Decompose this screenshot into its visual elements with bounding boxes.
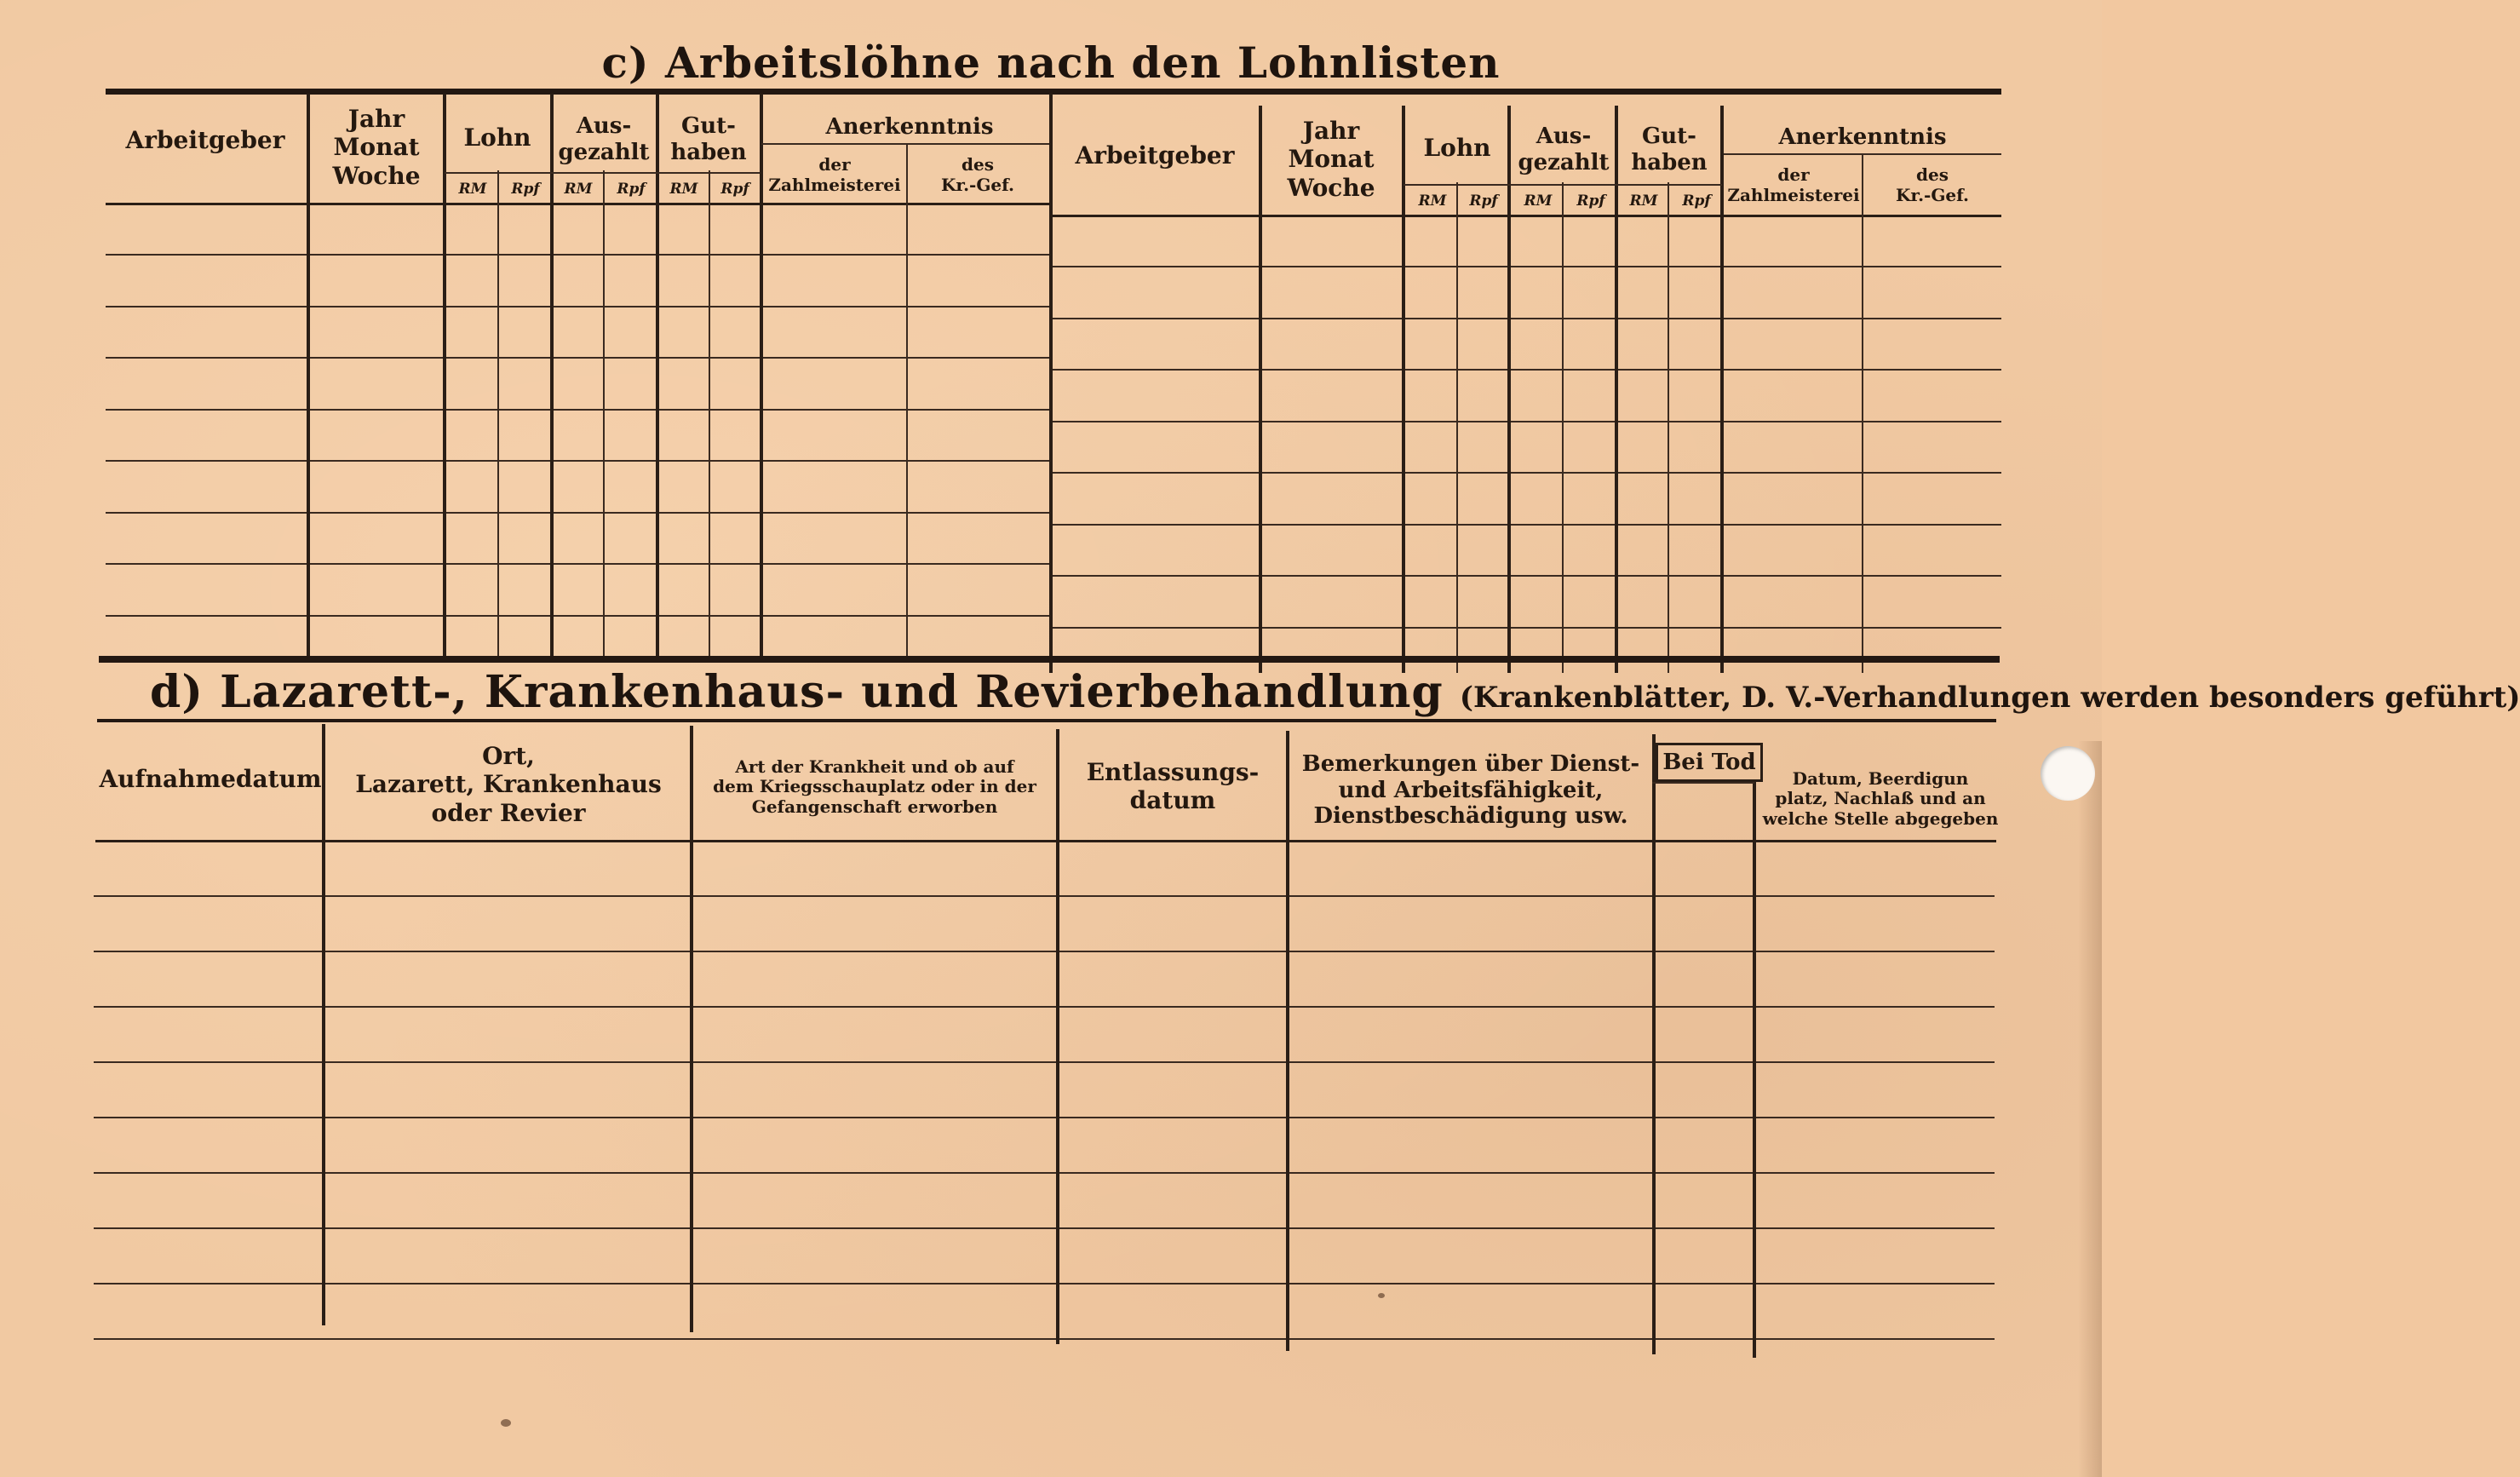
column-subdivider	[497, 170, 499, 656]
column-subdivider	[1456, 182, 1458, 673]
column-divider	[1402, 106, 1405, 673]
header-art-der-krankheit: Art der Krankheit und ob auf dem Kriegsschauplatz oder in der Gefangenschaft erworben	[713, 756, 1036, 817]
header-arbeitgeber-right: Arbeitgeber	[1075, 141, 1235, 170]
header-des-kr-gef-left: des Kr.-Gef.	[940, 154, 1014, 195]
rm-label: RM	[1418, 192, 1447, 210]
header-ausgezahlt-left: Aus- gezahlt	[558, 113, 650, 165]
header-jahr-monat-woche-right: Jahr Monat Woche	[1287, 117, 1375, 202]
section-d-title	[150, 666, 2520, 718]
row-rule	[1051, 575, 2001, 577]
rm-label: RM	[1524, 192, 1553, 210]
row-rule	[106, 615, 1051, 617]
column-subdivider	[603, 170, 605, 656]
header-bottom-rule	[95, 840, 1996, 842]
row-rule	[106, 357, 1051, 359]
header-datum-beerdigung: Datum, Beerdigun platz, Nachlaß und an welche Stelle abgegeben	[1762, 767, 1999, 829]
rpf-label: Rpf	[1469, 192, 1498, 210]
column-subdivider	[709, 170, 710, 656]
section-d-header-rule	[97, 719, 1996, 722]
header-arbeitgeber-left: Arbeitgeber	[125, 126, 285, 155]
header-guthaben-right: Gut- haben	[1631, 124, 1708, 175]
rpf-label: Rpf	[1576, 192, 1605, 210]
row-rule	[106, 512, 1051, 514]
section-d-top-rule	[99, 656, 2000, 663]
row-rule	[106, 306, 1051, 307]
row-rule	[94, 895, 1995, 897]
header-aufnahmedatum: Aufnahmedatum	[99, 765, 322, 794]
row-rule	[1051, 627, 2001, 629]
header-der-zahlmeisterei-right: der Zahlmeisterei	[1727, 164, 1860, 205]
row-rule	[106, 460, 1051, 462]
row-rule	[106, 409, 1051, 411]
subheader-rule	[761, 143, 1049, 145]
row-rule	[94, 1283, 1995, 1284]
section-d-title-main: d) Lazarett-, Krankenhaus- und Revierbehandlung	[150, 666, 1444, 718]
header-guthaben-left: Gut- haben	[670, 113, 747, 165]
header-ort: Ort, Lazarett, Krankenhaus oder Revier	[355, 742, 662, 827]
header-bei-tod: Bei Tod	[1656, 743, 1763, 782]
rm-label: RM	[564, 180, 593, 198]
row-rule	[1051, 421, 2001, 422]
column-divider	[322, 724, 325, 1325]
rpf-label: Rpf	[1682, 192, 1711, 210]
subheader-rule	[445, 172, 760, 174]
column-divider	[1652, 734, 1656, 1354]
subheader-rule	[1404, 184, 1722, 186]
header-lohn-right: Lohn	[1423, 134, 1491, 163]
row-rule	[94, 1227, 1995, 1229]
header-bottom-rule	[106, 203, 1051, 205]
header-anerkenntnis-right: Anerkenntnis	[1778, 124, 1947, 150]
row-rule	[1051, 318, 2001, 319]
header-der-zahlmeisterei-left: der Zahlmeisterei	[768, 154, 901, 195]
paper-edge-shadow	[2078, 741, 2102, 1477]
column-subdivider	[1562, 182, 1564, 673]
header-jahr-monat-woche-left: Jahr Monat Woche	[332, 105, 421, 190]
row-rule	[94, 951, 1995, 952]
row-rule	[94, 1338, 1995, 1340]
row-rule	[94, 1061, 1995, 1063]
rpf-label: Rpf	[720, 180, 749, 198]
row-rule	[1051, 369, 2001, 371]
row-rule	[106, 254, 1051, 256]
header-des-kr-gef-right: des Kr.-Gef.	[1895, 164, 1969, 205]
section-c-top-rule	[106, 89, 2001, 95]
column-subdivider	[1862, 153, 1863, 673]
rm-label: RM	[669, 180, 698, 198]
rm-label: RM	[1629, 192, 1658, 210]
header-lohn-left: Lohn	[463, 124, 531, 152]
row-rule	[1051, 472, 2001, 474]
row-rule	[94, 1006, 1995, 1008]
section-d-subtitle: (Krankenblätter, D. V.-Verhandlungen werden besonders geführt)	[1459, 681, 2520, 715]
subheader-rule	[1652, 782, 1754, 784]
row-rule	[94, 1172, 1995, 1174]
rpf-label: Rpf	[511, 180, 540, 198]
column-subdivider	[906, 145, 908, 656]
header-ausgezahlt-right: Aus- gezahlt	[1518, 124, 1610, 175]
header-bottom-rule	[1051, 215, 2001, 217]
section-c-title: c) Arbeitslöhne nach den Lohnlisten	[601, 37, 1501, 88]
ink-speck	[501, 1419, 511, 1427]
row-rule	[1051, 266, 2001, 267]
header-bemerkungen: Bemerkungen über Dienst- und Arbeitsfähigkeit, Dienstbeschädigung usw.	[1301, 750, 1640, 830]
row-rule	[94, 1117, 1995, 1118]
rm-label: RM	[458, 180, 487, 198]
punch-hole	[2041, 746, 2095, 801]
row-rule	[1051, 524, 2001, 526]
row-rule	[106, 563, 1051, 565]
column-divider	[1753, 782, 1756, 1358]
column-divider	[1049, 94, 1053, 673]
column-subdivider	[1668, 182, 1669, 673]
header-anerkenntnis-left: Anerkenntnis	[825, 113, 994, 140]
subheader-rule	[1724, 153, 2001, 155]
header-entlassungsdatum: Entlassungs- datum	[1086, 757, 1260, 814]
rpf-label: Rpf	[617, 180, 646, 198]
ink-speck	[1378, 1293, 1385, 1298]
